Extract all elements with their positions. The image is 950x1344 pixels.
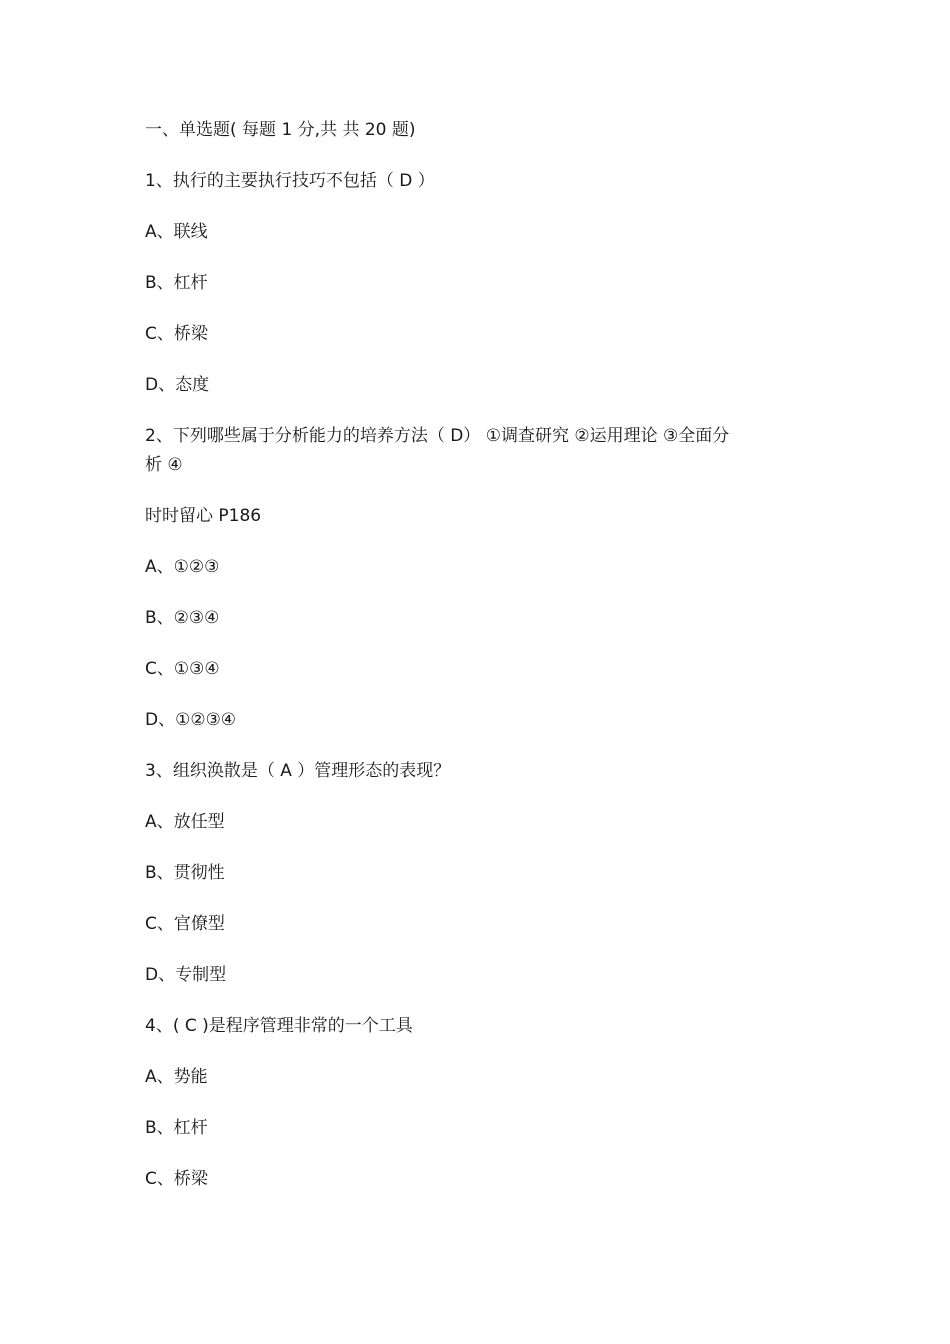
question-4-option-b: B、杠杆 [145, 1118, 208, 1138]
question-3-option-d: D、专制型 [145, 965, 227, 985]
question-1-option-c: C、桥梁 [145, 324, 208, 344]
section-heading: 一、单选题( 每题 1 分,共 共 20 题) [145, 120, 416, 140]
question-3-option-c: C、官僚型 [145, 914, 225, 934]
question-2-option-c: C、①③④ [145, 659, 220, 679]
question-2-option-b: B、②③④ [145, 608, 220, 628]
question-4-option-c: C、桥梁 [145, 1169, 208, 1189]
question-2-stem-line1: 2、下列哪些属于分析能力的培养方法（ D） ①调查研究 ②运用理论 ③全面分 [145, 426, 730, 446]
question-3-stem: 3、组织涣散是（ A ）管理形态的表现？ [145, 761, 451, 781]
question-2-option-a: A、①②③ [145, 557, 220, 577]
question-1-option-b: B、杠杆 [145, 273, 208, 293]
question-1-option-d: D、态度 [145, 375, 210, 395]
question-3-option-b: B、贯彻性 [145, 863, 225, 883]
question-1-option-a: A、联线 [145, 222, 208, 242]
question-4-option-a: A、势能 [145, 1067, 208, 1087]
question-4-stem: 4、( C )是程序管理非常的一个工具 [145, 1016, 413, 1036]
question-2-option-d: D、①②③④ [145, 710, 237, 730]
question-3-option-a: A、放任型 [145, 812, 225, 832]
question-1-stem: 1、执行的主要执行技巧不包括（ D ） [145, 171, 435, 191]
question-2-stem-line2: 析 ④ [145, 455, 183, 475]
question-2-stem-line3: 时时留心 P186 [145, 506, 262, 526]
